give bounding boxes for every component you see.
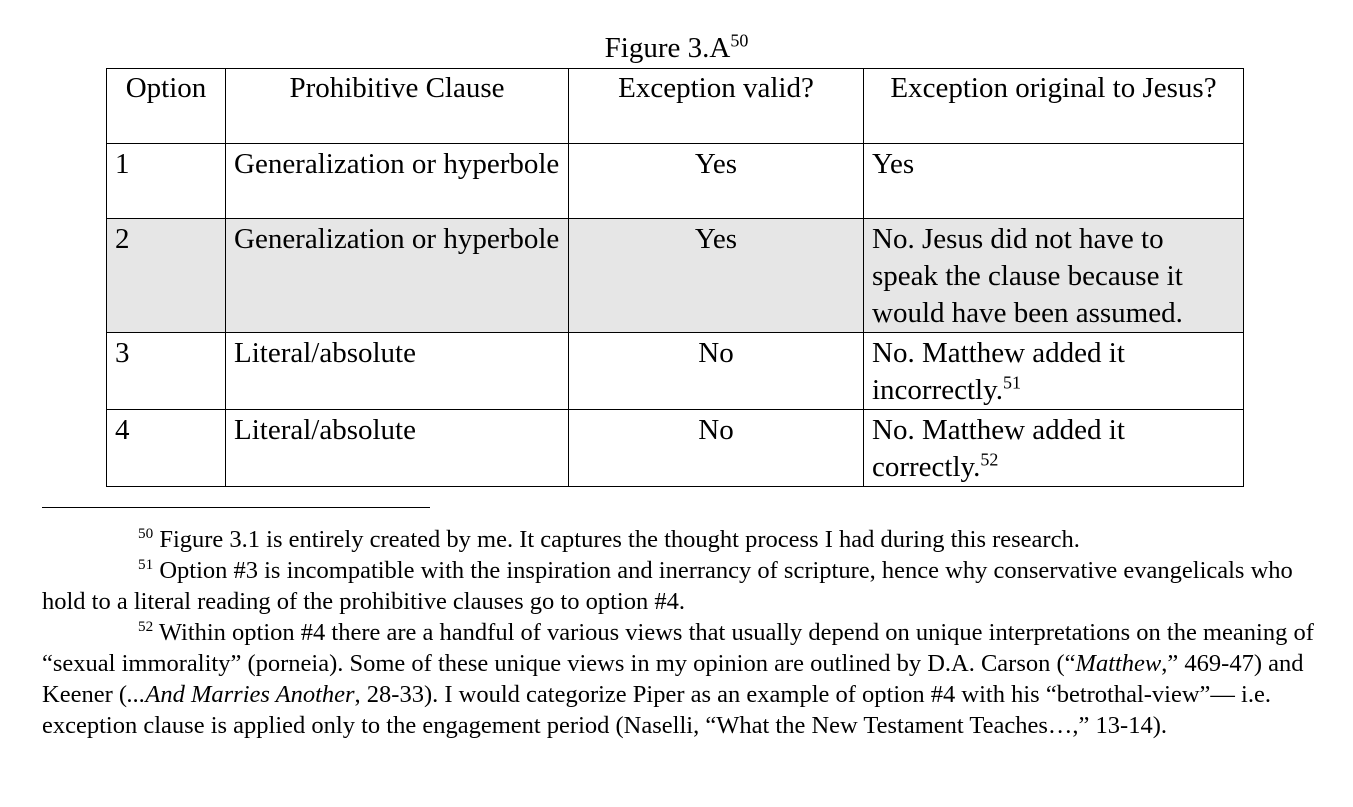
- footnote-separator: [42, 507, 430, 508]
- table-header-row: [107, 69, 1244, 144]
- figure-title: [0, 30, 1353, 66]
- cell-original-text: No. Matthew added it incorrectly.: [872, 337, 1125, 406]
- cell-valid: Yes: [569, 219, 864, 333]
- cell-original-text: No. Matthew added it correctly.: [872, 414, 1125, 483]
- cell-option: 1: [107, 144, 226, 219]
- cell-original: [864, 410, 1244, 487]
- cell-original: [864, 333, 1244, 410]
- cell-original-text: No. Jesus did not have to speak the clause because it would have been assumed.: [872, 223, 1183, 329]
- footnotes: [42, 524, 1317, 741]
- cell-valid: Yes: [569, 144, 864, 219]
- footnote-text: ,” 469-47) and Keener (: [42, 650, 1304, 708]
- figure-title-footnote-ref: 50: [730, 30, 749, 51]
- table-row: [107, 333, 1244, 410]
- footnote-citation-title: ...And Marries Another: [127, 681, 355, 708]
- footnote-text: Figure 3.1 is entirely created by me. It captures the thought process I had during this research.: [153, 526, 1080, 553]
- header-option: Option: [107, 69, 226, 144]
- cell-footnote-ref: 51: [1002, 372, 1021, 393]
- footnote-51: [42, 555, 1317, 617]
- cell-original: [864, 219, 1244, 333]
- cell-option: 4: [107, 410, 226, 487]
- header-exception-original: Exception original to Jesus?: [864, 69, 1244, 144]
- cell-valid: No: [569, 410, 864, 487]
- footnote-number: 50: [138, 524, 154, 542]
- table-row: [107, 410, 1244, 487]
- table-row: [107, 219, 1244, 333]
- footnote-50: [42, 524, 1317, 555]
- footnote-text: Option #3 is incompatible with the inspiration and inerrancy of scripture, hence why conservative evangelicals who hold to a literal reading of the prohibitive clauses go to option #4.: [42, 557, 1293, 615]
- cell-option: 2: [107, 219, 226, 333]
- cell-original: [864, 144, 1244, 219]
- cell-clause: Literal/absolute: [226, 333, 569, 410]
- options-table: [106, 68, 1244, 487]
- cell-valid: No: [569, 333, 864, 410]
- footnote-text: Within option #4 there are a handful of various views that usually depend on unique interpretations on the meaning of “sexual immorality” (porneia). Some of these unique views in my opinion are outlined by D.A. Carson (“: [42, 619, 1314, 677]
- cell-option: 3: [107, 333, 226, 410]
- cell-clause: Literal/absolute: [226, 410, 569, 487]
- table-row: [107, 144, 1244, 219]
- footnote-number: 51: [138, 555, 154, 573]
- cell-footnote-ref: 52: [980, 449, 999, 470]
- footnote-number: 52: [138, 617, 154, 635]
- footnote-52: [42, 617, 1317, 741]
- header-exception-valid: Exception valid?: [569, 69, 864, 144]
- figure-title-text: Figure 3.A: [604, 32, 731, 64]
- footnote-citation-title: Matthew: [1075, 650, 1162, 677]
- cell-clause: Generalization or hyperbole: [226, 144, 569, 219]
- cell-original-text: Yes: [872, 148, 915, 180]
- header-prohibitive-clause: Prohibitive Clause: [226, 69, 569, 144]
- cell-clause: Generalization or hyperbole: [226, 219, 569, 333]
- footnote-text: , 28-33). I would categorize Piper as an example of option #4 with his “betrothal-view”— i.e. exception clause is applied only to the engagement period (Naselli, “What the New Testament Teaches…,” 13-14).: [42, 681, 1271, 739]
